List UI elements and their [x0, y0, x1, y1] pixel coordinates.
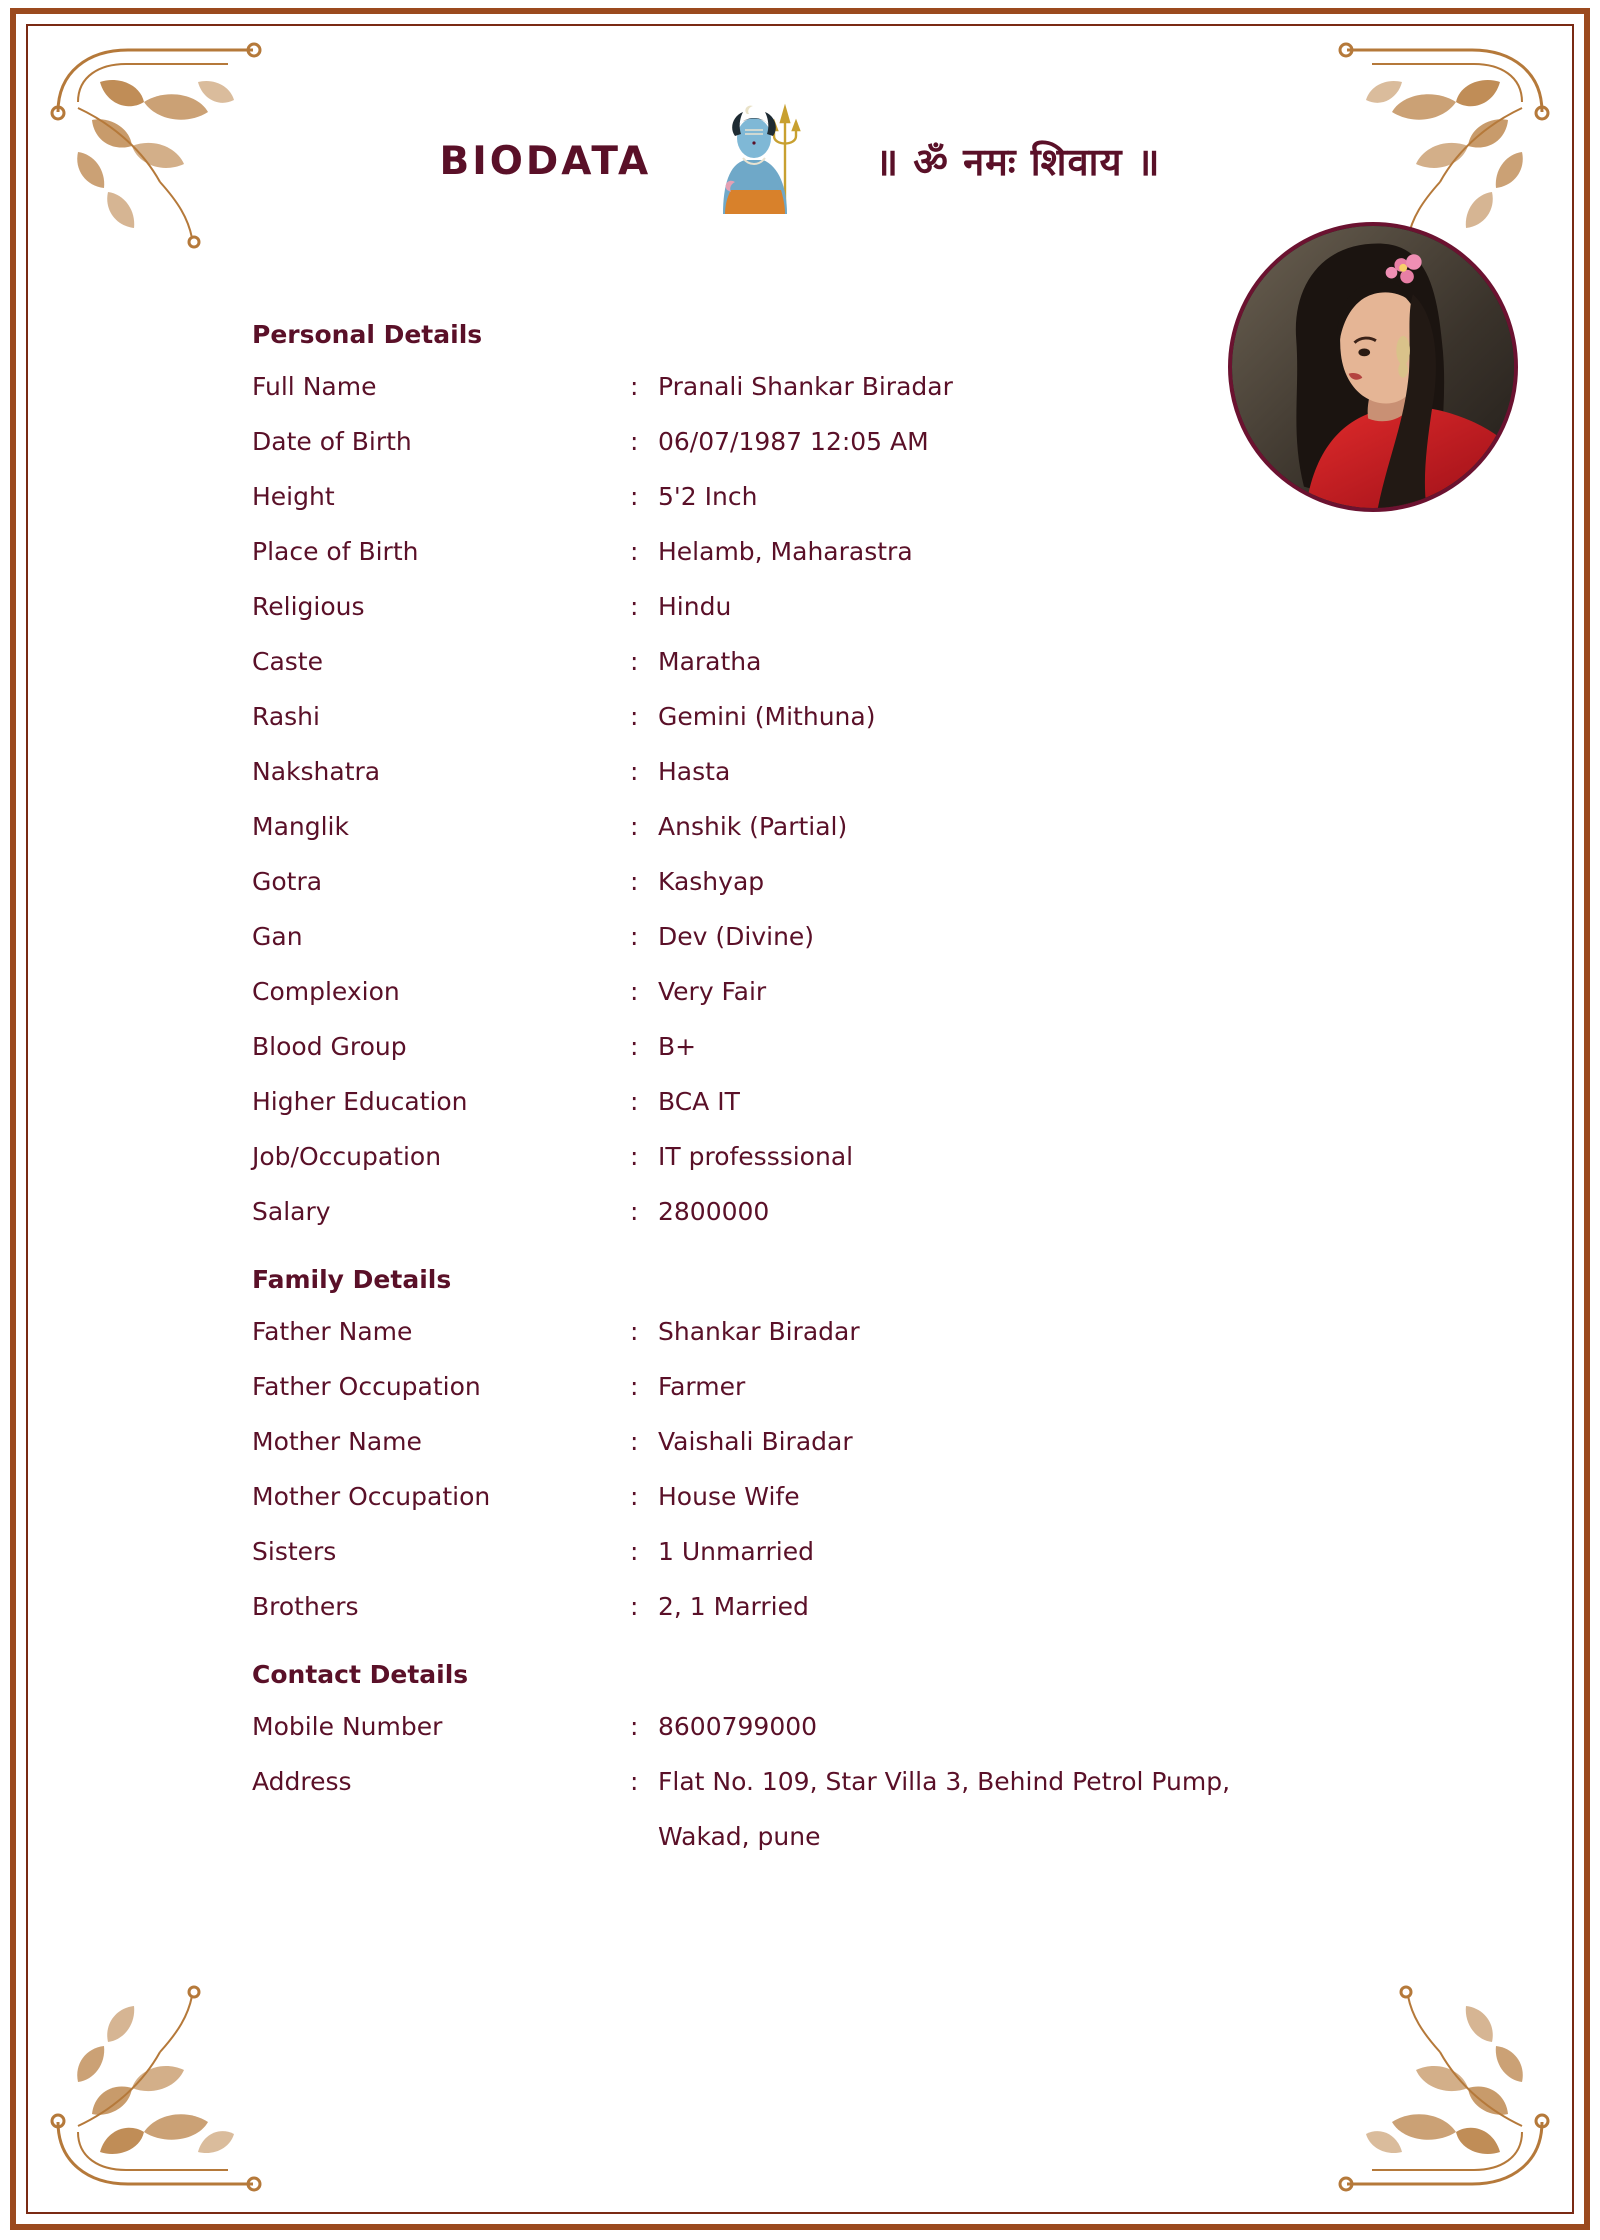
section-title: Contact Details [252, 1660, 469, 1689]
detail-value: IT professsional [658, 1142, 854, 1171]
detail-label: Nakshatra [252, 757, 381, 786]
detail-separator: : [630, 1317, 639, 1346]
detail-label: Place of Birth [252, 537, 419, 566]
document-header [0, 96, 1600, 226]
detail-row [252, 909, 1432, 964]
detail-separator: : [630, 922, 639, 951]
detail-value: Dev (Divine) [658, 922, 815, 951]
detail-row [252, 1304, 1432, 1359]
detail-row [252, 1579, 1432, 1634]
detail-separator: : [630, 647, 639, 676]
detail-row [252, 799, 1432, 854]
detail-label: Rashi [252, 702, 320, 731]
detail-separator: : [630, 1592, 639, 1621]
detail-row [252, 689, 1432, 744]
detail-value: 06/07/1987 12:05 AM [658, 427, 929, 456]
detail-separator: : [630, 1537, 639, 1566]
section-family-details [252, 1265, 1432, 1634]
detail-row [252, 1019, 1432, 1074]
detail-row [252, 1129, 1432, 1184]
detail-row [252, 1524, 1432, 1579]
detail-separator: : [630, 757, 639, 786]
detail-value: Anshik (Partial) [658, 812, 848, 841]
detail-row [252, 579, 1432, 634]
detail-row [252, 1699, 1432, 1754]
detail-label: Complexion [252, 977, 400, 1006]
detail-value: 8600799000 [658, 1712, 818, 1741]
detail-separator: : [630, 1482, 639, 1511]
detail-value: 2, 1 Married [658, 1592, 809, 1621]
detail-row [252, 854, 1432, 909]
detail-row [252, 414, 1432, 469]
detail-value-multiline [658, 1754, 1432, 1864]
detail-value: Vaishali Biradar [658, 1427, 853, 1456]
detail-separator: : [630, 1712, 639, 1741]
detail-value: Hasta [658, 757, 731, 786]
detail-value: 5'2 Inch [658, 482, 758, 511]
detail-separator: : [630, 592, 639, 621]
detail-separator: : [630, 812, 639, 841]
detail-separator: : [630, 977, 639, 1006]
detail-label: Full Name [252, 372, 377, 401]
section-personal-details [252, 320, 1432, 1239]
detail-row [252, 634, 1432, 689]
detail-label: Father Occupation [252, 1372, 481, 1401]
mantra-text: ॥ ॐ नमः शिवाय ॥ [875, 140, 1161, 184]
detail-value: Helamb, Maharastra [658, 537, 913, 566]
page-title: BIODATA [439, 138, 652, 184]
detail-separator: : [630, 537, 639, 566]
detail-value: Farmer [658, 1372, 746, 1401]
detail-value: B+ [658, 1032, 697, 1061]
detail-row [252, 469, 1432, 524]
detail-label: Sisters [252, 1537, 337, 1566]
section-title: Personal Details [252, 320, 483, 349]
detail-label: Address [252, 1767, 352, 1796]
detail-value: 1 Unmarried [658, 1537, 814, 1566]
section-title: Family Details [252, 1265, 452, 1294]
biodata-content [252, 320, 1432, 1864]
detail-value: 2800000 [658, 1197, 770, 1226]
detail-separator: : [630, 1197, 639, 1226]
detail-separator: : [630, 1142, 639, 1171]
section-contact-details [252, 1660, 1432, 1864]
detail-row [252, 524, 1432, 579]
detail-label: Father Name [252, 1317, 413, 1346]
detail-separator: : [630, 702, 639, 731]
detail-row [252, 1414, 1432, 1469]
detail-label: Job/Occupation [252, 1142, 442, 1171]
detail-separator: : [630, 1032, 639, 1061]
detail-separator: : [630, 867, 639, 896]
detail-value: Pranali Shankar Biradar [658, 372, 953, 401]
detail-label: Date of Birth [252, 427, 412, 456]
address-line-2: Wakad, pune [658, 1822, 821, 1851]
detail-separator: : [630, 1427, 639, 1456]
detail-label: Height [252, 482, 335, 511]
detail-separator: : [630, 1767, 639, 1796]
detail-row [252, 964, 1432, 1019]
address-line-1: Flat No. 109, Star Villa 3, Behind Petrol Pump, [658, 1767, 1231, 1796]
detail-value: Maratha [658, 647, 762, 676]
detail-label: Higher Education [252, 1087, 468, 1116]
detail-separator: : [630, 482, 639, 511]
detail-row [252, 1359, 1432, 1414]
detail-label: Gan [252, 922, 303, 951]
detail-value: Very Fair [658, 977, 767, 1006]
detail-label: Caste [252, 647, 323, 676]
detail-value: Kashyap [658, 867, 765, 896]
detail-row [252, 1184, 1432, 1239]
detail-separator: : [630, 372, 639, 401]
detail-label: Salary [252, 1197, 331, 1226]
detail-value: Hindu [658, 592, 732, 621]
detail-row [252, 1754, 1432, 1864]
detail-row [252, 1074, 1432, 1129]
detail-label: Mother Name [252, 1427, 422, 1456]
detail-separator: : [630, 1087, 639, 1116]
detail-label: Gotra [252, 867, 323, 896]
detail-label: Mother Occupation [252, 1482, 491, 1511]
detail-separator: : [630, 427, 639, 456]
detail-value: Gemini (Mithuna) [658, 702, 876, 731]
detail-label: Brothers [252, 1592, 359, 1621]
shiva-icon [711, 102, 815, 220]
detail-row [252, 744, 1432, 799]
detail-label: Mobile Number [252, 1712, 443, 1741]
detail-label: Blood Group [252, 1032, 407, 1061]
detail-separator: : [630, 1372, 639, 1401]
detail-value: BCA IT [658, 1087, 740, 1116]
detail-row [252, 1469, 1432, 1524]
detail-label: Manglik [252, 812, 349, 841]
detail-value: House Wife [658, 1482, 800, 1511]
detail-value: Shankar Biradar [658, 1317, 860, 1346]
detail-label: Religious [252, 592, 365, 621]
detail-row [252, 359, 1432, 414]
